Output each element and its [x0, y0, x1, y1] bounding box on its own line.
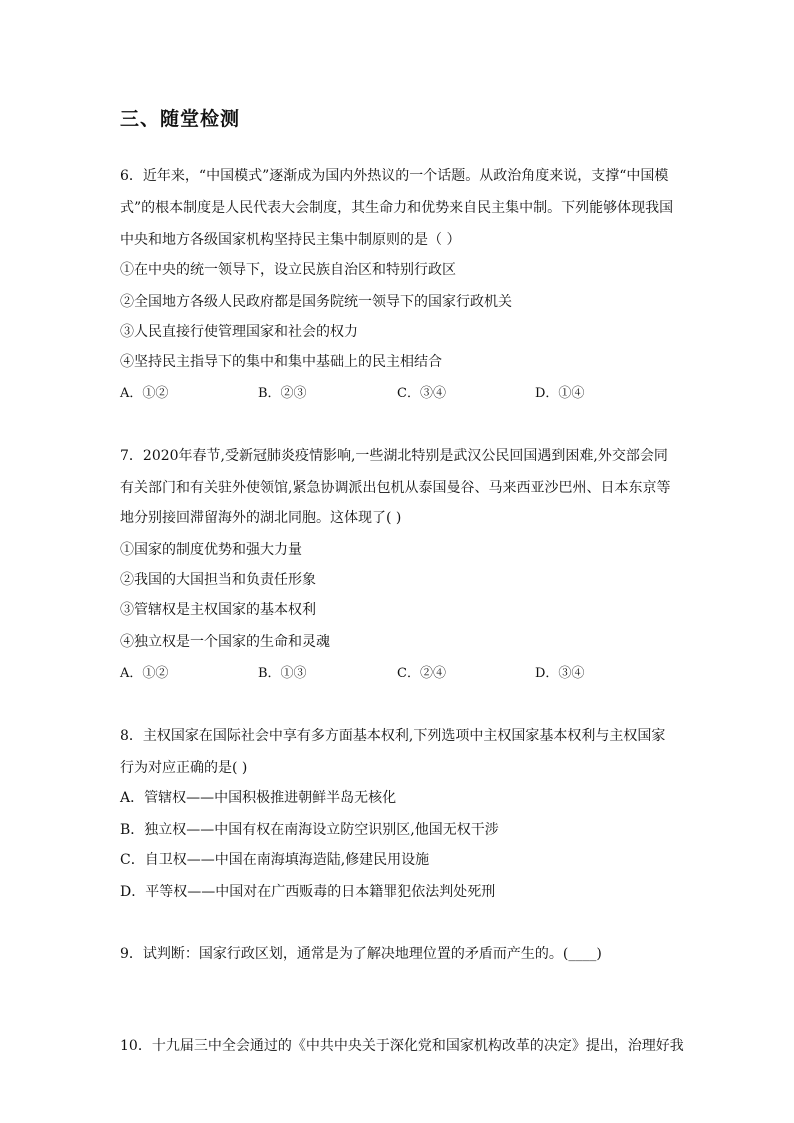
q7-statement-1: ①国家的制度优势和强大力量 [120, 542, 302, 558]
q7-statement-3: ③管辖权是主权国家的基本权利 [120, 602, 316, 618]
q8-option-a: A．管辖权——中国积极推进朝鲜半岛无核化 [120, 790, 397, 806]
q8-option-d: D．平等权——中国对在广西贩毒的日本籍罪犯依法判处死刑 [120, 884, 496, 900]
q8-option-b: B．独立权——中国有权在南海设立防空识别区,他国无权干涉 [120, 822, 499, 838]
q7-option-b: B．①③ [258, 666, 307, 681]
q7-statement-2: ②我国的大国担当和负责任形象 [120, 572, 316, 588]
q7-option-d: D．③④ [535, 666, 585, 681]
q6-stem-line-2: 式”的根本制度是人民代表大会制度，其生命力和优势来自民主集中制。下列能够体现我国 [120, 200, 674, 216]
q8-stem-line-2: 行为对应正确的是( ) [120, 760, 248, 776]
q7-stem-line-1: 7．2020年春节,受新冠肺炎疫情影响,一些湖北特别是武汉公民回国遇到困难,外交部会同 [120, 448, 668, 464]
q6-option-a: A．①② [120, 386, 169, 401]
q6-statement-4: ④坚持民主指导下的集中和集中基础上的民主相结合 [120, 354, 442, 370]
q8-stem-line-1: 8．主权国家在国际社会中享有多方面基本权利,下列选项中主权国家基本权利与主权国家 [120, 728, 666, 744]
q7-option-c: C．②④ [397, 666, 446, 681]
q6-option-d: D．①④ [535, 386, 585, 401]
q6-option-c: C．③④ [397, 386, 446, 401]
q6-option-b: B．②③ [258, 386, 307, 401]
q7-statement-4: ④独立权是一个国家的生命和灵魂 [120, 634, 330, 650]
section-title: 三、随堂检测 [120, 108, 241, 130]
question-9: 9．试判断：国家行政区划，通常是为了解决地理位置的矛盾而产生的。(____) [120, 946, 602, 962]
q6-stem-line-1: 6．近年来，“中国模式”逐渐成为国内外热议的一个话题。从政治角度来说，支撑“中国模 [120, 168, 669, 184]
question-10: 10．十九届三中全会通过的《中共中央关于深化党和国家机构改革的决定》提出，治理好我 [120, 1038, 684, 1054]
q6-stem-line-3: 中央和地方各级国家机构坚持民主集中制原则的是（ ） [120, 232, 461, 248]
q7-option-a: A．①② [120, 666, 169, 681]
q6-statement-2: ②全国地方各级人民政府都是国务院统一领导下的国家行政机关 [120, 294, 512, 310]
q6-statement-3: ③人民直接行使管理国家和社会的权力 [120, 324, 358, 340]
q8-option-c: C．自卫权——中国在南海填海造陆,修建民用设施 [120, 852, 430, 868]
q6-statement-1: ①在中央的统一领导下，设立民族自治区和特别行政区 [120, 262, 456, 278]
q7-stem-line-2: 有关部门和有关驻外使领馆,紧急协调派出包机从泰国曼谷、马来西亚沙巴州、日本东京等 [120, 480, 671, 496]
q7-stem-line-3: 地分别接回滞留海外的湖北同胞。这体现了( ) [120, 510, 402, 526]
